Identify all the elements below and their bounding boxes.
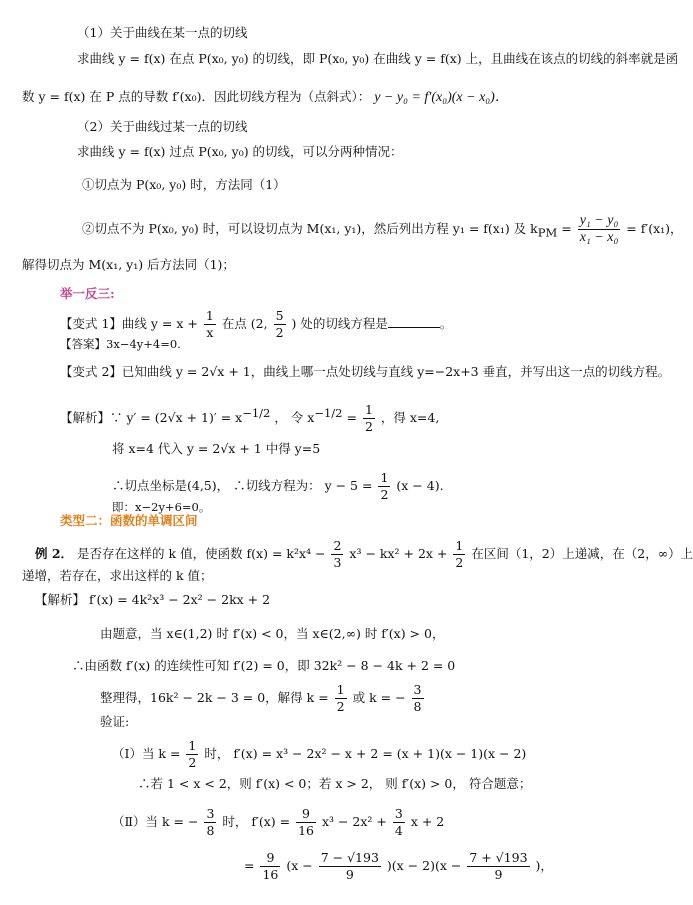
caseII-frac-2-num: 9 [296, 806, 316, 823]
sol3-frac [378, 470, 390, 503]
caseI-frac-num: 1 [188, 738, 197, 753]
t2s4-frac-2 [412, 682, 424, 715]
ex2-frac-2-num: 1 [455, 538, 464, 553]
case-2-text: ②切点不为 P(x₀, y₀) 时，可以设切点为 M(x₁, y₁)，然后列出方程 y₁ = f(x₁) 及 k [82, 221, 538, 236]
sol1-frac [363, 402, 375, 435]
caseII-frac-1-num: 3 [206, 806, 215, 821]
s2-end: 解得切点为 M(x₁, y₁) 后方法同（1)； [22, 257, 235, 272]
answer-1: 【答案】3x−4y+4=0. [60, 337, 181, 351]
t2-sol-1: 【解析】 f′(x) = 4k²x³ − 2x² − 2kx + 2 [35, 592, 271, 607]
fact-frac-1-num: 9 [260, 850, 280, 867]
t2s4-frac-1-den: 2 [336, 699, 345, 714]
t2s4-frac-1 [335, 682, 347, 715]
v1-frac-2 [274, 308, 286, 341]
solution-line-1 [60, 402, 439, 435]
caseII-b: 时， f′(x) = [222, 814, 291, 829]
ex2-frac-2 [453, 538, 465, 571]
caseI-b: 时， f′(x) = x³ − 2x² − x + 2 = (x + 1)(x − 1)(x − 2) [204, 746, 527, 761]
fact-frac-2-num: 7 − √193 [320, 850, 379, 865]
fact-frac-3-num: 7 + √193 [469, 850, 528, 865]
case-2 [82, 213, 683, 246]
sol1-exp-1: −1/2 [242, 405, 271, 420]
sol1-exp-2: −1/2 [314, 405, 343, 420]
case-1: ①切点为 P(x₀, y₀) 时，方法同（1） [82, 177, 286, 192]
fact-frac-3 [467, 850, 529, 883]
s1-p1: 求曲线 y = f(x) 在点 P(x₀, y₀) 的切线，即 P(x₀, y₀) 在曲线 y = f(x) 上，且曲线在该点的切线的斜率就是函 [77, 51, 679, 66]
t2s4-a: 整理得，16k² − 2k − 3 = 0，解得 k = [100, 690, 329, 705]
s1-p2a: 数 y = f(x) 在 P 点的导数 f′(x₀)．因此切线方程为（点斜式）： [22, 89, 371, 104]
v1-frac-2-den: 2 [275, 325, 284, 340]
sol1-a: 【解析】∵ y′ = (2√x + 1)′ = x [60, 410, 243, 425]
s2-title: （2）关于曲线过某一点的切线 [77, 119, 248, 134]
t2-sol-3: ∴由函数 f′(x) 的连续性可知 f′(2) = 0，即 32k² − 8 − 4k + 2 = 0 [72, 658, 456, 673]
caseI-frac-den: 2 [188, 755, 197, 770]
sol1-c: = [346, 410, 357, 425]
t2s4-b: 或 k = − [352, 690, 406, 705]
v1-text-a: 【变式 1】曲线 y = x + [60, 316, 198, 331]
case-2-eq: = [561, 221, 572, 236]
fact-frac-3-den: 9 [494, 867, 503, 882]
caseII-frac-2 [296, 806, 316, 839]
caseII-frac-3-den: 4 [394, 823, 403, 838]
fact-frac-2-den: 9 [345, 867, 354, 882]
fact-b: (x − [286, 858, 313, 873]
fact-a: = [244, 858, 255, 873]
fact-e: )， [535, 858, 553, 873]
caseII-frac-1 [204, 806, 216, 839]
example-2-line-2: 递增，若存在，求出这样的 k 值； [22, 568, 213, 583]
fact-frac-2 [319, 850, 381, 883]
v1-frac-1-num: 1 [205, 308, 214, 323]
solution-line-4: 即：x−2y+6=0。 [112, 500, 211, 514]
sol3-frac-num: 1 [380, 470, 389, 485]
caseII-frac-3-num: 3 [394, 806, 403, 821]
sol1-frac-den: 2 [364, 419, 373, 434]
caseII-frac-3 [393, 806, 405, 839]
case-2-end: = f′(x₁)， [626, 221, 683, 236]
v1-frac-2-num: 5 [275, 308, 284, 323]
ex2-frac-1-num: 2 [333, 538, 342, 553]
t2-sol-4 [100, 682, 426, 715]
caseI-frac [186, 738, 198, 771]
t2-sol-2: 由题意，当 x∈(1,2) 时 f′(x) < 0，当 x∈(2,∞) 时 f′(x) > 0， [100, 626, 445, 641]
caseII-frac-1-den: 8 [206, 823, 215, 838]
v1-frac-1 [204, 308, 216, 341]
v1-text-b: 在点 (2, [221, 316, 268, 331]
v1-frac-1-den: x [206, 325, 214, 340]
s1-title: （1）关于曲线在某一点的切线 [77, 25, 248, 40]
fact-frac-1 [260, 850, 280, 883]
sol1-d: ，得 x=4, [380, 410, 440, 425]
type2-heading: 类型二：函数的单调区间 [60, 513, 198, 528]
ex2-b: 是否存在这样的 k 值，使函数 f(x) = k²x⁴ − [77, 546, 326, 561]
ex2-frac-1 [331, 538, 343, 571]
v1-text-c: ) 处的切线方程是 [291, 316, 388, 331]
sol3-frac-den: 2 [380, 487, 389, 502]
case-I [112, 738, 526, 771]
caseII-a: （Ⅱ）当 k = − [112, 814, 199, 829]
verify-label: 验证: [100, 714, 130, 729]
slope-den: x₁ − x₀ [579, 230, 619, 245]
fact-frac-1-den: 16 [262, 867, 279, 882]
t2s4-frac-2-num: 3 [413, 682, 422, 697]
ex2-frac-1-den: 3 [333, 555, 342, 570]
case-I-conclusion: ∴若 1 < x < 2，则 f′(x) < 0；若 x > 2， 则 f′(x) > 0， 符合题意； [138, 776, 532, 791]
t2s4-frac-2-den: 8 [413, 699, 422, 714]
solution-line-2: 将 x=4 代入 y = 2√x + 1 中得 y=5 [112, 441, 321, 456]
v1-text-d: 。 [439, 316, 453, 331]
case-II-factored [244, 850, 553, 883]
sol3-b: (x − 4). [396, 478, 444, 493]
practice-heading: 举一反三: [60, 286, 115, 301]
fact-c: )(x − 2)(x − [386, 858, 462, 873]
slope-num: y₁ − y₀ [579, 213, 619, 228]
case-II [112, 806, 444, 839]
sol1-frac-num: 1 [364, 402, 373, 417]
caseII-e: x + 2 [410, 814, 445, 829]
kpm-subscript: PM [537, 225, 558, 240]
example-2-label: 例 2． [35, 546, 74, 561]
slope-fraction [578, 213, 621, 246]
s2-p1: 求曲线 y = f(x) 过点 P(x₀, y₀) 的切线，可以分两种情况： [77, 144, 403, 159]
ex2-e: 在区间（1，2）上递减，在（2，∞）上 [471, 546, 693, 561]
caseI-a: （Ⅰ）当 k = [112, 746, 181, 761]
answer-blank [388, 315, 440, 328]
ex2-c: x³ − kx² + 2x + [349, 546, 448, 561]
caseII-c: x³ − 2x² + [321, 814, 387, 829]
caseII-frac-2-den: 16 [298, 823, 314, 838]
sol1-b: ， 令 x [274, 410, 315, 425]
tangent-formula: y − y₀ = f′(x₀)(x − x₀)． [374, 90, 509, 105]
variant-2: 【变式 2】已知曲线 y = 2√x + 1，曲线上哪一点处切线与直线 y=−2x+3 垂直，并写出这一点的切线方程。 [60, 364, 671, 379]
sol3-a: ∴切点坐标是(4,5)， ∴切线方程为： y − 5 = [112, 478, 373, 493]
t2s4-frac-1-num: 1 [336, 682, 345, 697]
ex2-frac-2-den: 2 [455, 555, 464, 570]
s1-p2 [22, 88, 509, 107]
